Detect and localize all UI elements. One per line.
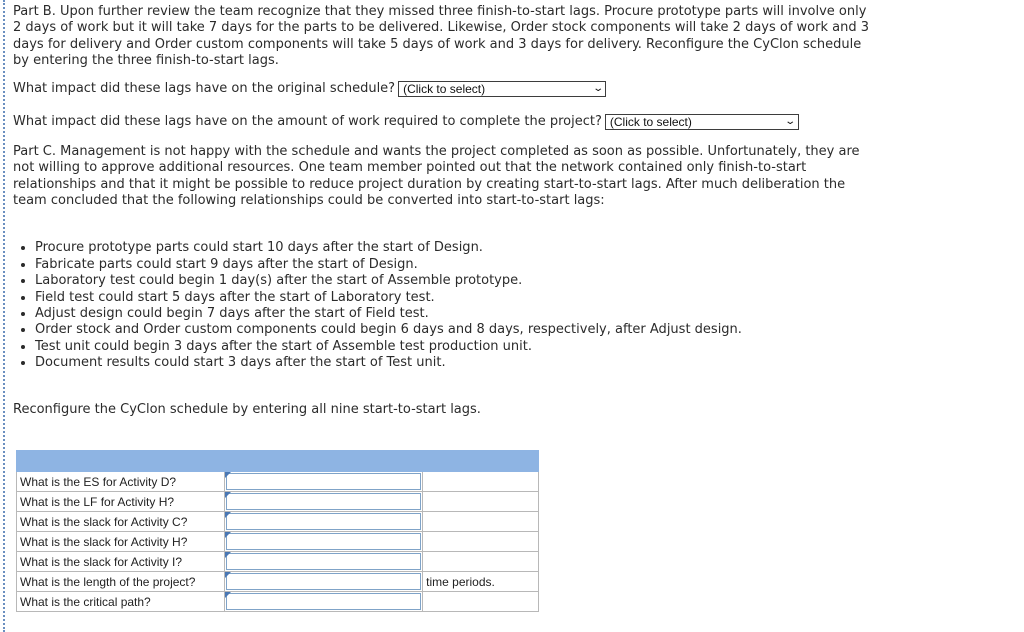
list-item: • Adjust design could begin 7 days after the start of Field test. (35, 306, 873, 322)
row-unit: time periods. (423, 572, 539, 592)
list-item: • Fabricate parts could start 9 days after the start of Design. (35, 257, 873, 273)
table-header-row (17, 451, 539, 472)
answer-table (16, 450, 539, 612)
row-question: What is the slack for Activity I? (17, 552, 225, 572)
work-impact-select-value: (Click to select) (609, 115, 692, 130)
input-marker-icon (225, 492, 231, 498)
row-unit (423, 552, 539, 572)
slack-activity-c-input[interactable] (226, 513, 422, 530)
slack-activity-i-input[interactable] (226, 553, 422, 570)
question-work-impact-label: What impact did these lags have on the amount of work required to complete the project? (13, 114, 602, 130)
input-marker-icon (225, 592, 231, 598)
input-marker-icon (225, 512, 231, 518)
row-unit (423, 512, 539, 532)
answer-cell (224, 552, 423, 572)
row-question: What is the critical path? (17, 592, 225, 612)
list-item: • Field test could start 5 days after the start of Laboratory test. (35, 290, 873, 306)
row-unit (423, 592, 539, 612)
input-marker-icon (225, 572, 231, 578)
row-question: What is the ES for Activity D? (17, 472, 225, 492)
table-row (17, 592, 539, 612)
row-unit (423, 532, 539, 552)
answer-cell (224, 472, 423, 492)
slack-activity-h-input[interactable] (226, 533, 422, 550)
lf-activity-h-input[interactable] (226, 493, 422, 510)
input-marker-icon (225, 532, 231, 538)
critical-path-input[interactable] (226, 593, 422, 610)
schedule-impact-select[interactable] (398, 81, 606, 97)
table-row (17, 472, 539, 492)
chevron-down-icon: ⌄ (592, 83, 604, 95)
list-item: • Procure prototype parts could start 10 days after the start of Design. (35, 240, 873, 256)
row-question: What is the slack for Activity C? (17, 512, 225, 532)
es-activity-d-input[interactable] (226, 473, 422, 490)
table-row (17, 532, 539, 552)
work-impact-select[interactable] (605, 114, 799, 130)
list-item: • Document results could start 3 days after the start of Test unit. (35, 355, 873, 371)
left-dotted-border (3, 0, 5, 632)
part-c-instruction: Reconfigure the CyClon schedule by entering all nine start-to-start lags. (13, 401, 481, 417)
list-item: • Order stock and Order custom components could begin 6 days and 8 days, respectively, after Adjust design. (35, 322, 873, 338)
row-question: What is the slack for Activity H? (17, 532, 225, 552)
table-row (17, 572, 539, 592)
list-item: • Laboratory test could begin 1 day(s) after the start of Assemble prototype. (35, 273, 873, 289)
schedule-impact-select-value: (Click to select) (403, 82, 486, 97)
row-unit (423, 492, 539, 512)
table-row (17, 552, 539, 572)
table-header-cell (423, 451, 539, 472)
part-b-text: Part B. Upon further review the team recognize that they missed three finish-to-start lags. Procure prototype parts will involve only 2 days of work but it will take 7 days for the parts to be delivered. Likewise, Order stock components will take 2 days of work and 3 days for delivery and Order custom components will take 5 days of work and 3 days for delivery. Reconfigure the CyClon schedule by entering the three finish-to-start lags. (13, 4, 870, 68)
question-work-impact (13, 113, 873, 131)
row-question: What is the LF for Activity H? (17, 492, 225, 512)
table-header-cell (224, 451, 423, 472)
answer-cell (224, 572, 423, 592)
answer-cell (224, 532, 423, 552)
table-header-cell (17, 451, 225, 472)
list-item: • Test unit could begin 3 days after the start of Assemble test production unit. (35, 339, 873, 355)
input-marker-icon (225, 552, 231, 558)
answer-cell (224, 512, 423, 532)
row-unit (423, 472, 539, 492)
table-row (17, 512, 539, 532)
part-c-text: Part C. Management is not happy with the schedule and wants the project completed as soon as possible. Unfortunately, they are not willing to approve additional resources. One team member pointed out that the network contained only finish-to-start relationships and that it might be possible to reduce project duration by creating start-to-start lags. After much deliberation the team concluded that the following relationships could be converted into start-to-start lags: (13, 144, 860, 209)
answer-cell (224, 592, 423, 612)
question-schedule-impact (13, 80, 873, 98)
start-to-start-list (13, 240, 873, 371)
project-length-input[interactable] (226, 573, 422, 590)
row-question: What is the length of the project? (17, 572, 225, 592)
chevron-down-icon: ⌄ (784, 116, 797, 128)
input-marker-icon (225, 472, 231, 478)
table-row (17, 492, 539, 512)
answer-cell (224, 492, 423, 512)
question-schedule-impact-label: What impact did these lags have on the original schedule? (13, 81, 396, 97)
question-content (13, 4, 873, 418)
